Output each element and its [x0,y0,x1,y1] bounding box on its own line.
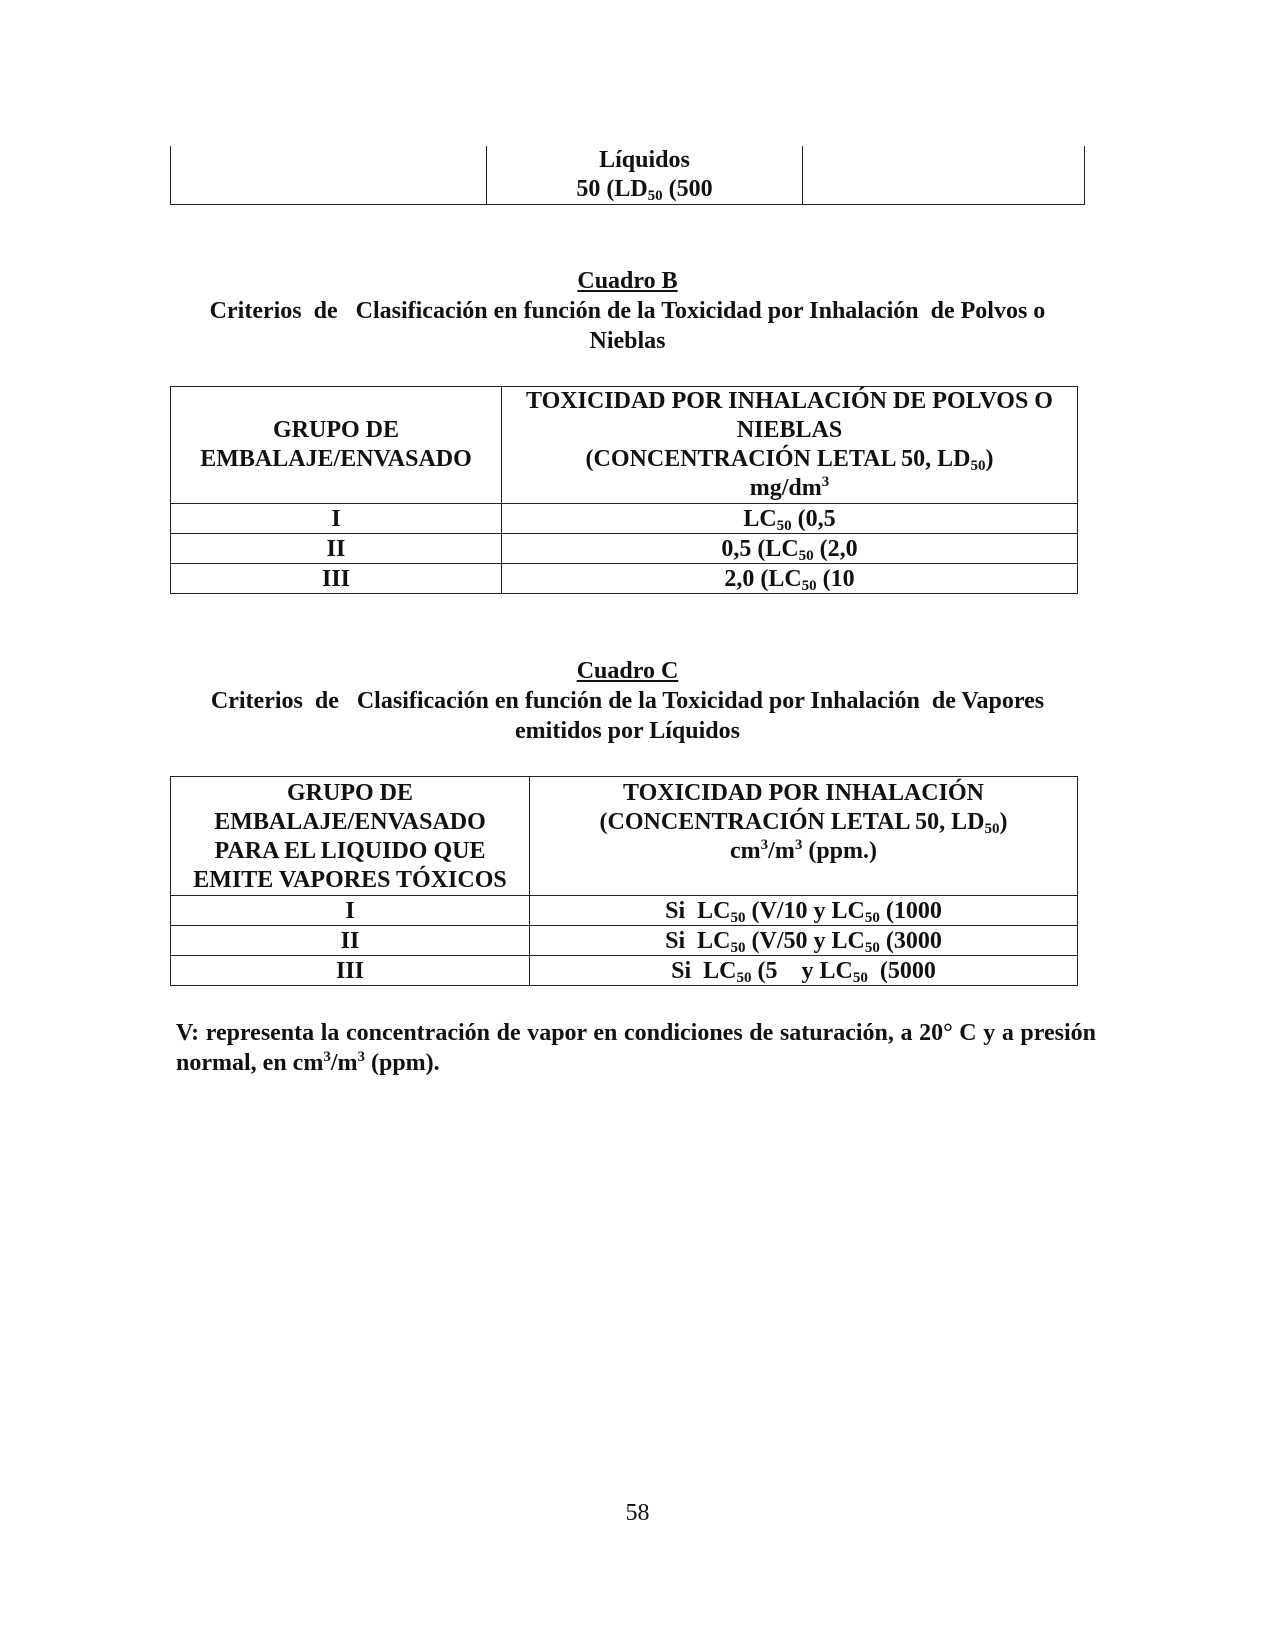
cuadro-b-title: Cuadro B [577,268,678,294]
subscript: 50 [647,188,663,204]
subscript: 50 [864,939,880,956]
header-toxicidad [530,777,1078,896]
header-text: GRUPO DE [273,417,399,443]
value-cell [502,564,1078,594]
value-cell [502,534,1078,564]
cuadro-b-caption [170,266,1085,356]
table-row [171,504,1078,534]
table-cell-empty-right [803,146,1085,205]
value-cell [530,926,1078,956]
cuadro-c-title: Cuadro C [576,658,679,684]
subscript: 50 [730,939,746,956]
cuadro-c-subtitle-line2: emitidos por Líquidos [515,718,740,744]
note-text: (ppm). [364,1050,440,1076]
note-text: V: representa la concentración de vapor en condiciones de saturación, a 20° C y a presión normal, en cm [176,1020,1096,1076]
cuadro-b-subtitle-line1: Criterios de Clasificación en función de la Toxicidad por Inhalación de Polvos o [209,298,1046,324]
header-grupo [171,387,502,504]
note-paragraph [176,1018,1096,1078]
header-text: TOXICIDAD POR INHALACIÓN [623,780,984,806]
header-text: EMITE VAPORES TÓXICOS [193,867,507,893]
table-row [171,146,1085,205]
cell-text: (V/50 y LC [745,927,865,954]
cuadro-b-table [170,386,1078,594]
subscript: 50 [801,577,817,594]
cuadro-c-subtitle-line1: Criterios de Clasificación en función de la Toxicidad por Inhalación de Vapores [210,688,1045,714]
superscript: 3 [357,1049,365,1065]
cell-text: Si LC [665,927,731,954]
header-text: cm [730,838,761,864]
cuadro-b-subtitle-line2: Nieblas [589,328,666,354]
superscript: 3 [821,474,830,490]
table-row [171,534,1078,564]
cuadro-c-table [170,776,1078,986]
cell-text: (5 y LC [751,957,853,984]
subscript: 50 [864,909,880,926]
page-number: 58 [625,1500,650,1526]
cell-text: (500 [662,176,713,202]
cell-text: Líquidos [599,147,690,173]
cell-text: LC [743,505,777,532]
cell-text: Si LC [671,957,737,984]
subscript: 50 [984,821,1000,837]
header-text: (CONCENTRACIÓN LETAL 50, LD [599,809,985,835]
header-text: TOXICIDAD POR INHALACIÓN DE POLVOS O [526,388,1053,414]
cell-text: (0,5 [791,505,836,532]
cell-text: (2,0 [813,535,858,562]
cuadro-c-caption [170,656,1085,746]
subscript: 50 [798,547,814,564]
cell-text: Si LC [665,897,731,924]
header-text: NIEBLAS [736,417,843,443]
header-toxicidad [502,387,1078,504]
table-row [171,564,1078,594]
header-text: EMBALAJE/ENVASADO [200,446,472,472]
group-cell: II [171,926,530,956]
note-text: /m [330,1050,358,1076]
table-header-row [171,777,1078,896]
value-cell [530,896,1078,926]
table-cell-empty-left [171,146,487,205]
cell-text: (3000 [879,927,942,954]
header-grupo [171,777,530,896]
cell-text: 0,5 (LC [721,535,799,562]
value-cell [530,956,1078,986]
table-row [171,896,1078,926]
cell-text: (10 [816,565,855,592]
header-text: ) [999,809,1008,835]
header-text: /m [768,838,795,864]
header-text: GRUPO DE [287,780,413,806]
header-text: ) [985,446,994,472]
superscript: 3 [794,837,803,853]
header-text: (ppm.) [802,838,877,864]
group-cell: II [171,534,502,564]
subscript: 50 [970,458,986,474]
header-text: EMBALAJE/ENVASADO [214,809,486,835]
group-cell: III [171,564,502,594]
header-text: (CONCENTRACIÓN LETAL 50, LD [585,446,971,472]
subscript: 50 [776,517,792,534]
subscript: 50 [852,969,868,986]
cell-text: (V/10 y LC [745,897,865,924]
superscript: 3 [323,1049,331,1065]
subscript: 50 [736,969,752,986]
superscript: 3 [760,837,769,853]
value-cell [502,504,1078,534]
table-header-row [171,387,1078,504]
subscript: 50 [730,909,746,926]
table-row [171,926,1078,956]
header-text: PARA EL LIQUIDO QUE [214,838,486,864]
header-text: mg/dm [749,475,822,501]
table-cell-liquidos [487,146,803,205]
cell-text: (5000 [867,957,936,984]
cell-text: (1000 [879,897,942,924]
table-row [171,956,1078,986]
continued-table [170,146,1085,205]
group-cell: I [171,896,530,926]
group-cell: I [171,504,502,534]
cell-text: 50 (LD [576,176,648,202]
cell-text: 2,0 (LC [724,565,802,592]
group-cell: III [171,956,530,986]
